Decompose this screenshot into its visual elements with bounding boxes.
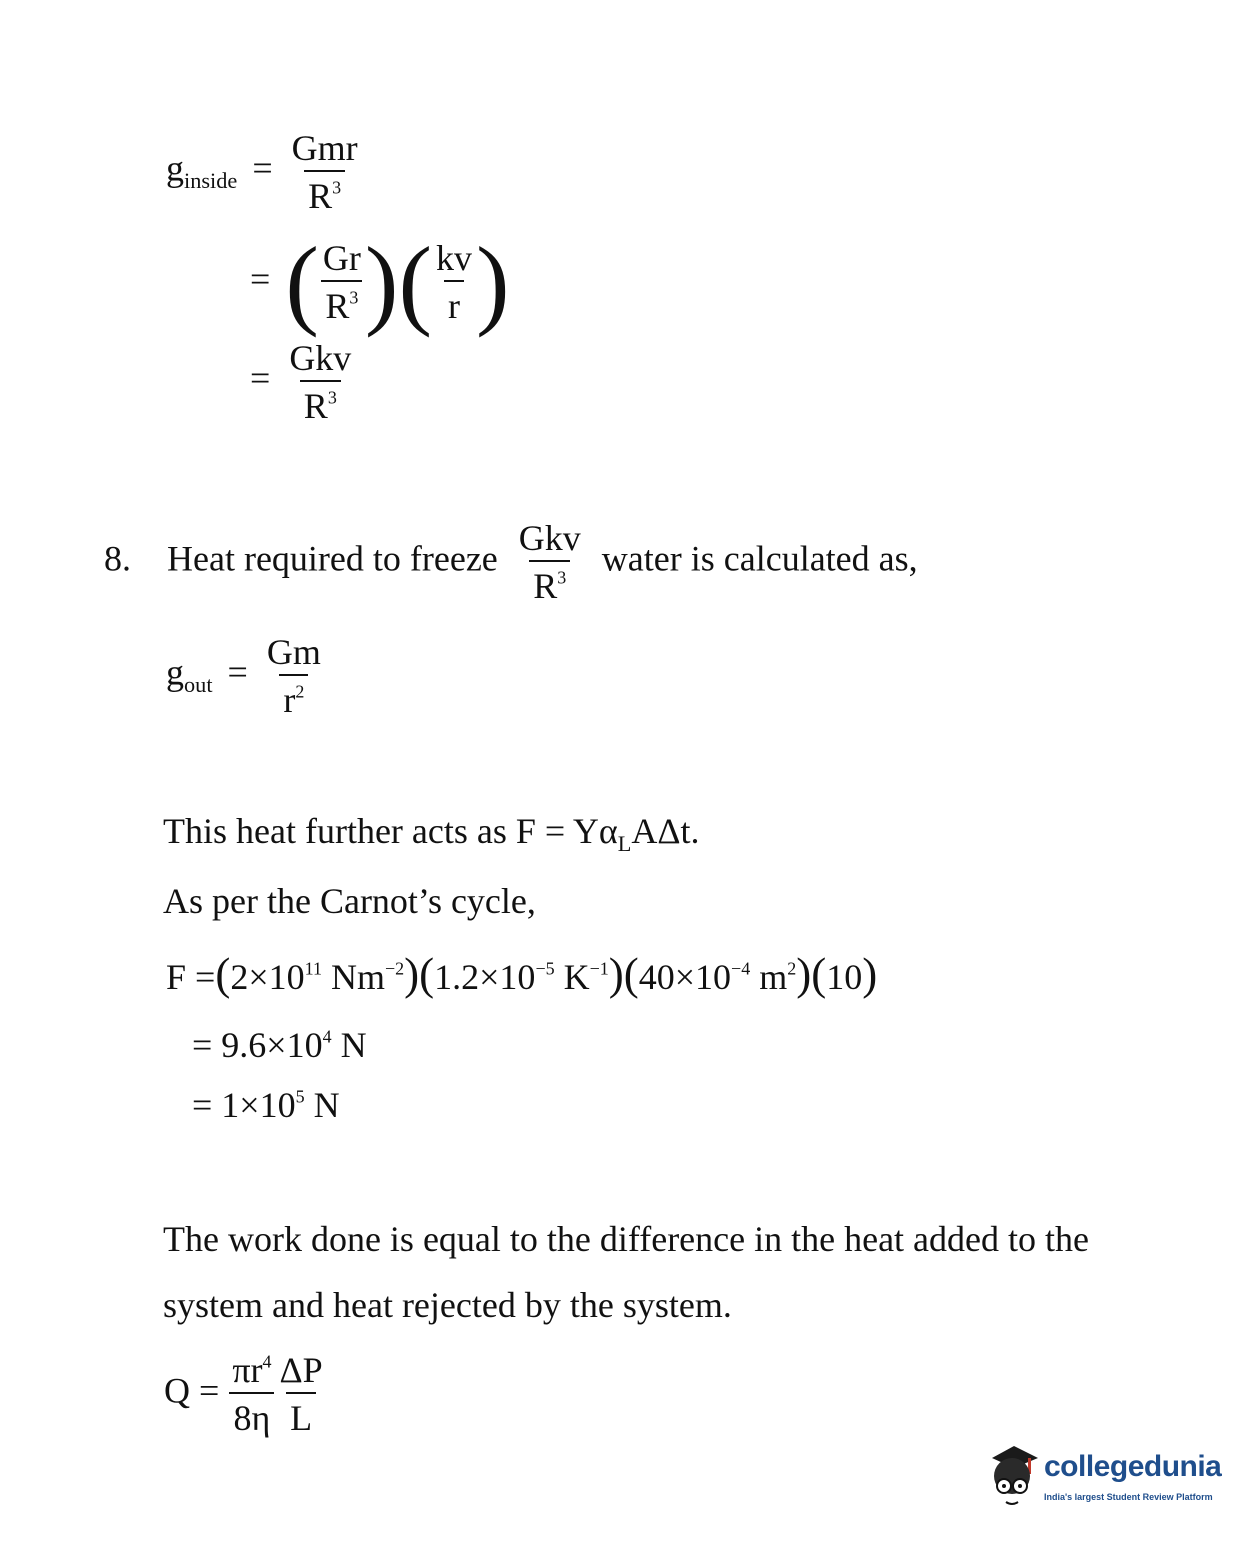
- right-paren: ): [476, 226, 510, 338]
- question-text-before: Heat required to freeze: [167, 538, 498, 579]
- equals-sign: =: [199, 1370, 220, 1411]
- equals-sign: =: [252, 148, 273, 189]
- fraction-gm-r2: $\frac{Gm}{r^2}$: [266, 632, 321, 720]
- g-symbol: g: [166, 652, 184, 693]
- equals-sign: =: [250, 258, 271, 299]
- logo-wordmark: collegedunia: [1044, 1450, 1222, 1483]
- question-fraction: $\frac{\text{Gkv}}{R^3}$: [518, 518, 581, 606]
- g-inside-line-3: [244, 340, 355, 424]
- paragraph-carnot: As per the Carnot’s cycle,: [163, 881, 536, 921]
- fraction-kv-r: $\frac{kv}{r}$: [436, 238, 473, 327]
- g-symbol: g: [166, 148, 184, 189]
- q-equation: Q = $\frac{\pi r^4}{8\eta}$ $\frac{\Delta P}{L}$: [164, 1352, 327, 1436]
- question-text-after: water is calculated as,: [601, 538, 918, 579]
- g-out-equation: [166, 634, 325, 718]
- mascot-icon: [984, 1440, 1040, 1512]
- paragraph-heat-acts: This heat further acts as $F = Y\alpha_LA\Delta t$.: [163, 811, 700, 856]
- question-8: [104, 520, 918, 604]
- question-number: 8.: [104, 538, 131, 579]
- logo-tagline: India's largest Student Review Platform: [1044, 1492, 1213, 1502]
- formula-f: $F = Y\alpha_LA\Delta t$.: [515, 811, 700, 856]
- equals-sign: =: [250, 358, 271, 399]
- collegedunia-logo: [984, 1440, 1222, 1520]
- denominator: $R^3$: [304, 170, 345, 214]
- g-inside-subscript: inside: [184, 168, 238, 194]
- paragraph-work-done-line-1: The work done is equal to the difference in the heat added to the: [163, 1219, 1089, 1259]
- fraction-deltap-l: $\frac{\Delta P}{L}$: [279, 1350, 323, 1438]
- force-result-2: = $1\times 10^5$ N: [192, 1085, 340, 1125]
- g-out-subscript: out: [184, 672, 213, 698]
- fraction-pi-r4-8eta: $\frac{\pi r^4}{8\eta}$: [228, 1352, 275, 1436]
- left-paren: (: [398, 226, 433, 338]
- paragraph-work-done-line-2: system and heat rejected by the system.: [163, 1285, 732, 1325]
- equals-sign: =: [227, 652, 248, 693]
- fraction-gkv-r3: $\frac{\text{Gkv}}{R^3}$: [289, 338, 352, 426]
- g-inside-line-2: [244, 226, 510, 338]
- force-calculation-line: $F =(2\times 10^{11}$ $Nm^{-2})(1.2\times 10^{-5}$ $K^{-1})(40\times 10^{-4}$ $m^2)(10)$: [166, 949, 878, 999]
- fraction-gmr-r3: [288, 130, 362, 214]
- force-result-1: = $9.6\times 10^4$ N: [192, 1025, 367, 1065]
- g-inside-line-1: [166, 130, 362, 214]
- numerator: Gmr: [291, 128, 358, 168]
- fraction-gr-r3: $\frac{Gr}{R^3}$: [322, 238, 361, 327]
- left-paren: (: [285, 226, 319, 338]
- right-paren: ): [364, 226, 399, 338]
